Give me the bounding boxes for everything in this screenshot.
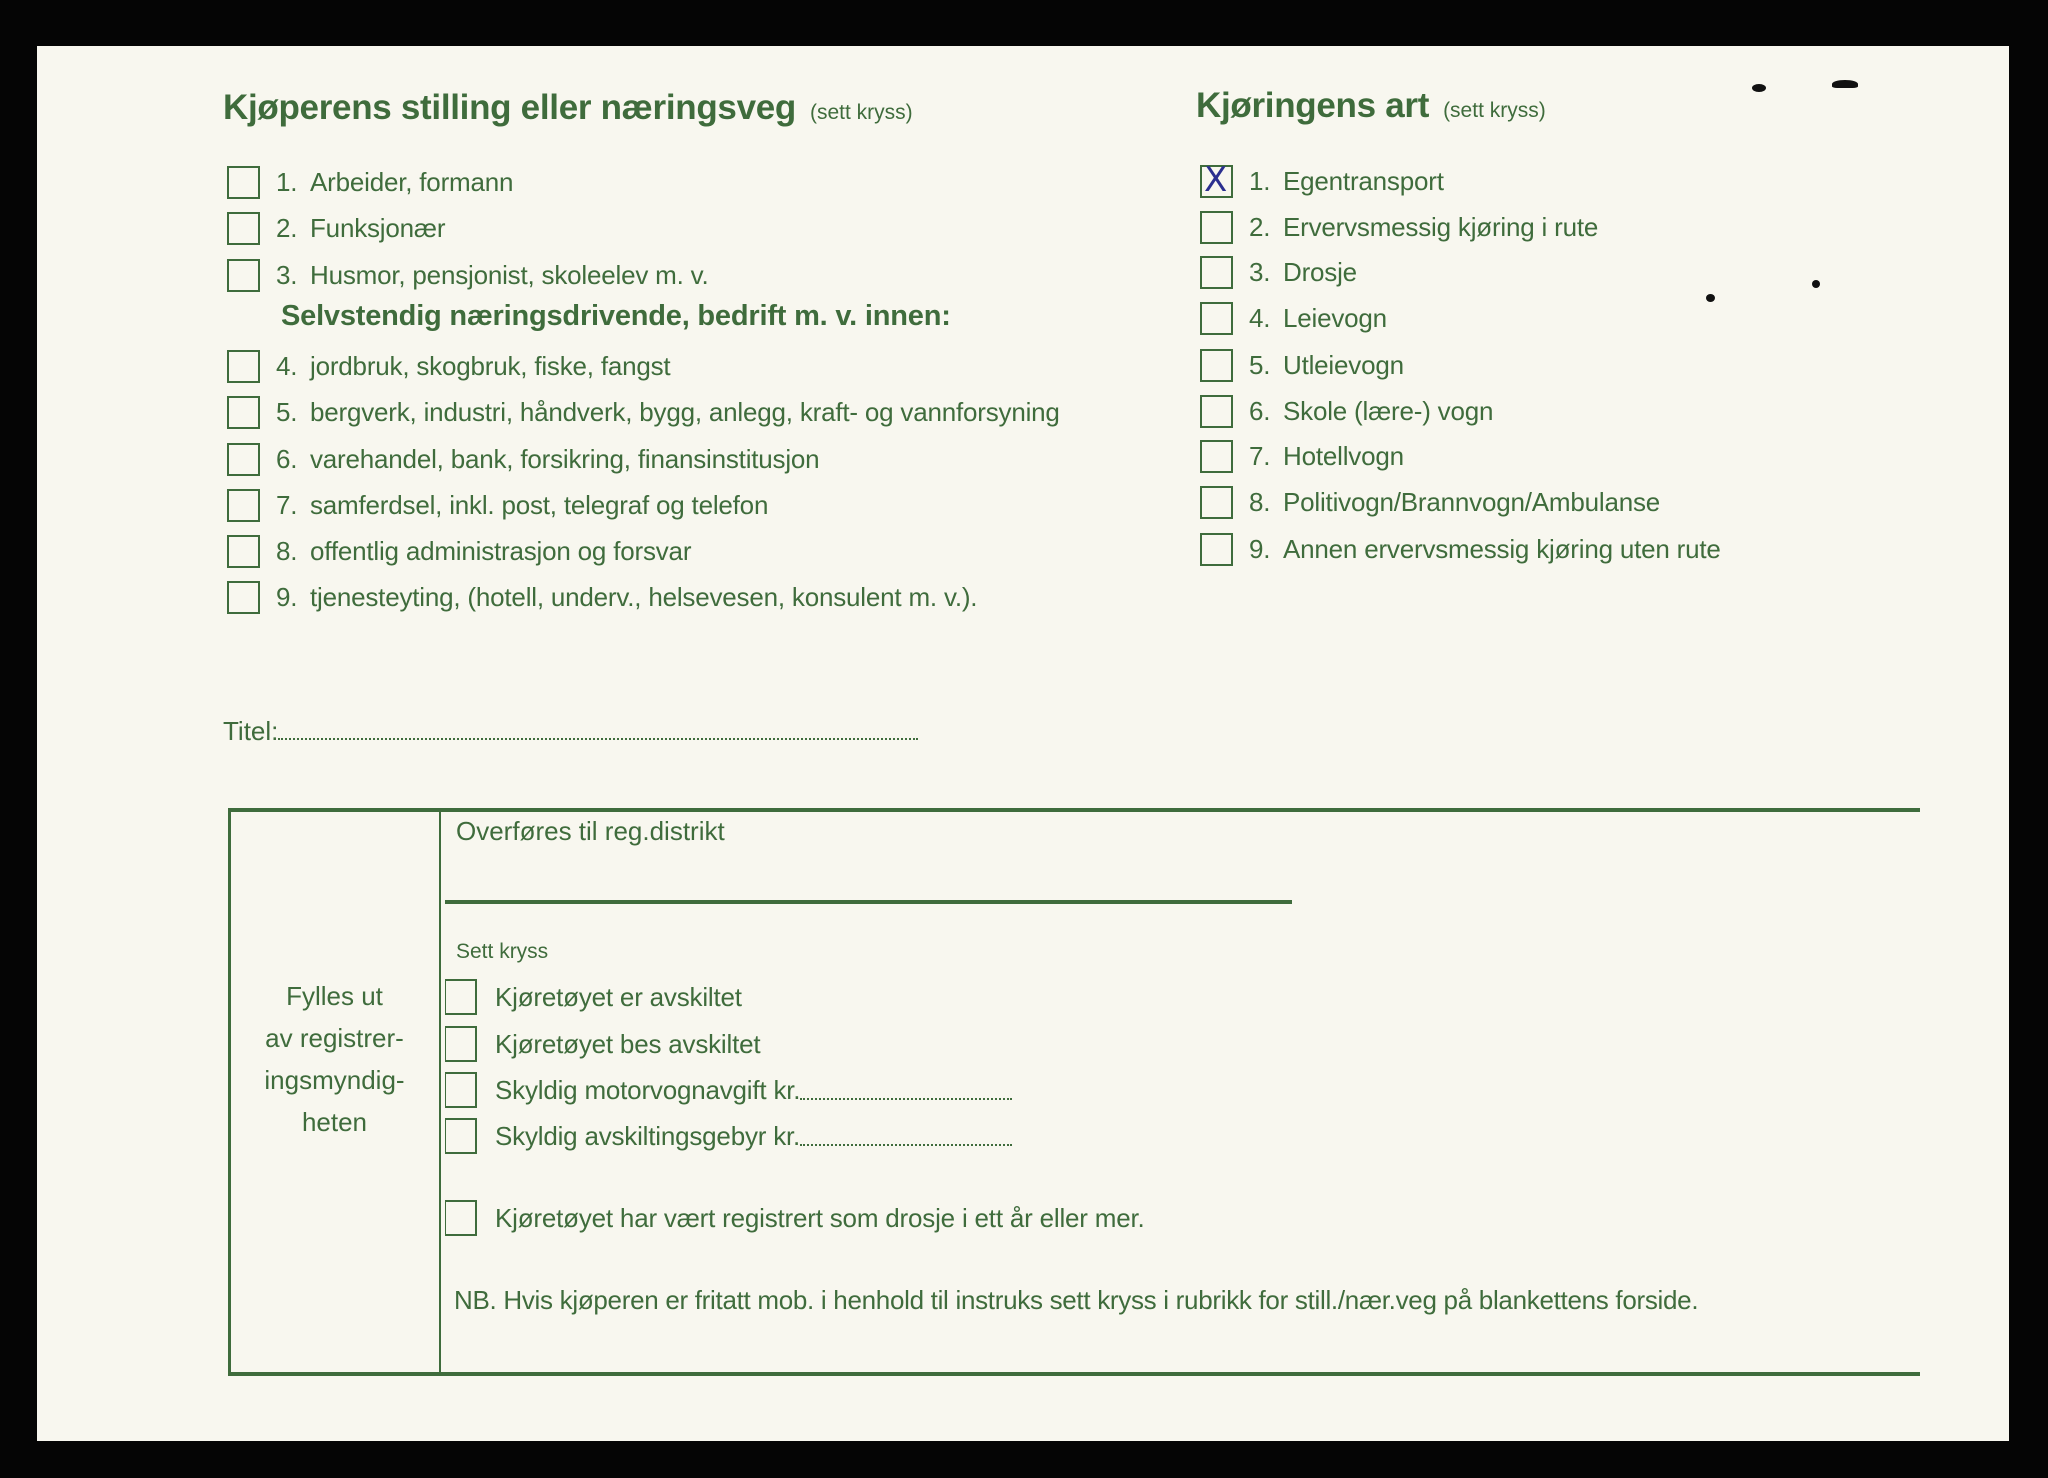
occupation-option[interactable] [227,577,977,617]
heading-text: Kjøperens stilling eller næringsveg [223,88,796,127]
item-label: varehandel, bank, forsikring, finansinstitusjon [310,443,820,474]
item-label: Politivogn/Brannvogn/Ambulanse [1283,486,1661,517]
ink-spot [1832,80,1858,88]
checkbox[interactable] [227,212,260,245]
driving-type-option[interactable] [1200,436,1404,476]
item-number: 5. [276,396,298,427]
item-label: tjenesteyting, (hotell, underv., helsevesen, konsulent m. v.). [310,581,978,612]
occupation-option[interactable] [227,485,768,525]
transfer-district-label: Overføres til reg.distrikt [456,816,725,846]
label-line: ingsmyndig- [264,1065,405,1095]
checkbox[interactable] [1200,302,1233,335]
check-label: Kjøretøyet har vært registrert som drosje i ett år eller mer. [495,1202,1145,1233]
item-number: 3. [276,259,298,290]
label-line: av registrer- [265,1023,404,1053]
checkbox[interactable] [227,535,260,568]
checkbox[interactable] [445,1072,477,1108]
registry-authority-label [229,975,440,1143]
item-label: Arbeider, formann [310,166,514,197]
drosje-registered-check[interactable] [445,1198,1145,1238]
box-top-border [228,808,1920,812]
registry-check[interactable] [445,1070,1012,1110]
check-label: Kjøretøyet bes avskiltet [495,1028,761,1059]
item-number: 8. [276,535,298,566]
item-label: Ervervsmessig kjøring i rute [1283,211,1599,242]
item-number: 1. [1249,165,1271,196]
box-bottom-border [228,1372,1920,1376]
item-number: 6. [1249,395,1271,426]
item-label: Drosje [1283,256,1357,287]
ink-spot [1752,84,1766,92]
driving-type-option[interactable] [1200,252,1357,292]
ink-spot [1706,294,1715,302]
heading-hint: (sett kryss) [1443,99,1546,122]
item-number: 2. [276,212,298,243]
heading-hint: (sett kryss) [809,101,913,124]
self-employed-subheading: Selvstendig næringsdrivende, bedrift m. v. innen: [281,300,951,332]
item-label: Egentransport [1283,165,1444,196]
titel-input-line[interactable] [278,738,918,740]
driving-type-option[interactable] [1200,345,1404,385]
item-label: Annen ervervsmessig kjøring uten rute [1283,533,1721,564]
transfer-district-underline [445,900,1292,904]
item-number: 4. [276,350,298,381]
driving-type-option[interactable] [1200,391,1493,431]
occupation-option[interactable] [227,392,1060,432]
pen-cross-mark-icon: X [1204,159,1228,200]
item-number: 9. [276,581,298,612]
item-number: 8. [1249,486,1271,517]
item-number: 2. [1249,211,1271,242]
driving-type-option[interactable] [1200,298,1387,338]
item-label: samferdsel, inkl. post, telegraf og telefon [310,489,769,520]
checkbox[interactable] [445,1200,477,1236]
buyer-occupation-heading [223,88,913,128]
checkbox[interactable] [227,259,260,292]
item-label: Hotellvogn [1283,440,1404,471]
check-label: Skyldig avskiltingsgebyr kr. [495,1120,801,1151]
registry-check[interactable] [445,1024,760,1064]
ink-spot [1812,280,1820,288]
item-label: Funksjonær [310,212,446,243]
titel-field[interactable] [223,716,918,747]
occupation-option[interactable] [227,208,445,248]
checkbox[interactable] [445,1026,477,1062]
checkbox[interactable] [227,350,260,383]
item-label: Skole (lære-) vogn [1283,395,1494,426]
sett-kryss-label: Sett kryss [456,940,549,963]
occupation-option[interactable] [227,346,670,386]
checkbox[interactable] [1200,256,1233,289]
item-label: offentlig administrasjon og forsvar [310,535,692,566]
transfer-district-input[interactable] [445,860,1292,900]
checkbox[interactable] [445,979,477,1015]
check-label: Kjøretøyet er avskiltet [495,981,742,1012]
checkbox[interactable] [227,581,260,614]
item-number: 4. [1249,302,1271,333]
nb-note: NB. Hvis kjøperen er fritatt mob. i henhold til instruks sett kryss i rubrikk for still./nær.veg på blankettens forside. [454,1285,1699,1315]
driving-type-option[interactable] [1200,161,1444,201]
checkbox[interactable] [227,166,260,199]
occupation-option[interactable] [227,255,709,295]
item-number: 1. [276,166,298,197]
checkbox[interactable] [445,1118,477,1154]
label-line: heten [301,1107,368,1137]
checkbox[interactable] [227,396,260,429]
driving-type-option[interactable] [1200,207,1598,247]
item-number: 9. [1249,533,1271,564]
driving-type-option[interactable] [1200,482,1660,522]
checkbox[interactable] [1200,211,1233,244]
label-line: Fylles ut [286,981,383,1011]
checkbox[interactable] [227,489,260,522]
driving-type-heading [1196,86,1546,126]
occupation-option[interactable] [227,531,691,571]
item-label: Husmor, pensjonist, skoleelev m. v. [310,259,709,290]
checkbox[interactable] [1200,533,1233,566]
item-number: 7. [276,489,298,520]
item-number: 6. [276,443,298,474]
checkbox[interactable] [1200,349,1233,382]
checkbox[interactable] [1200,395,1233,428]
registry-check[interactable] [445,977,742,1017]
checkbox[interactable] [1200,440,1233,473]
item-number: 7. [1249,440,1271,471]
checkbox-checked[interactable] [1200,159,1233,200]
occupation-option[interactable] [227,162,513,202]
item-label: Utleievogn [1283,349,1404,380]
checkbox[interactable] [1200,486,1233,519]
checkbox[interactable] [227,443,260,476]
check-label: Skyldig motorvognavgift kr. [495,1074,801,1105]
item-number: 3. [1249,256,1271,287]
item-label: Leievogn [1283,302,1387,333]
amount-input-line[interactable] [800,1098,1012,1100]
driving-type-option[interactable] [1200,529,1721,569]
amount-input-line[interactable] [800,1144,1012,1146]
titel-label: Titel: [223,716,279,746]
item-label: bergverk, industri, håndverk, bygg, anlegg, kraft- og vannforsyning [310,396,1060,427]
registry-check[interactable] [445,1116,1012,1156]
item-number: 5. [1249,349,1271,380]
heading-text: Kjøringens art [1196,86,1430,125]
occupation-option[interactable] [227,439,819,479]
item-label: jordbruk, skogbruk, fiske, fangst [310,350,671,381]
